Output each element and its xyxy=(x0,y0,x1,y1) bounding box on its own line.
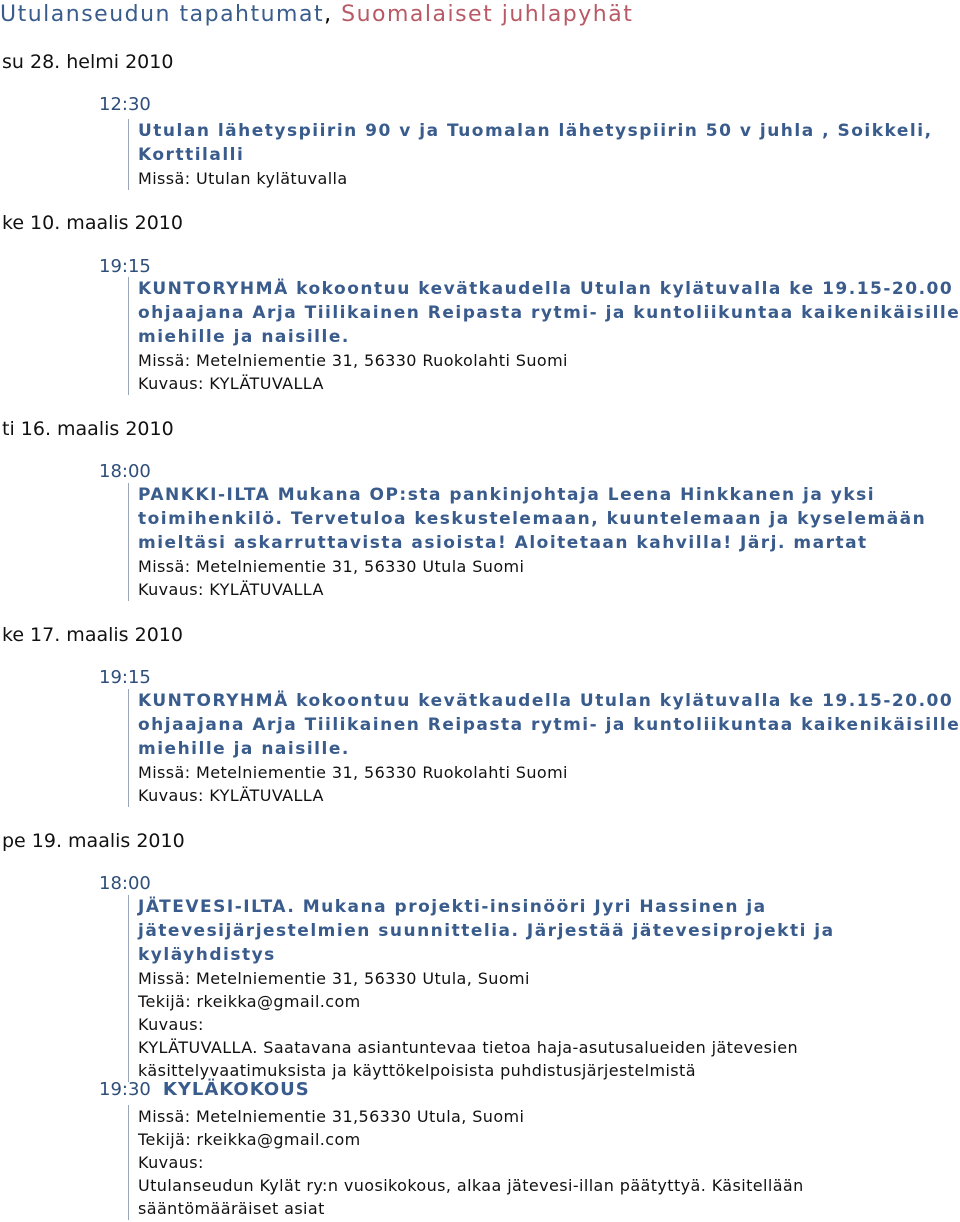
event-time: 18:00 xyxy=(99,461,151,482)
title-separator: , xyxy=(324,2,342,27)
event-location: Missä: Metelniementie 31, 56330 Utula, Suomi xyxy=(138,969,530,988)
page-title xyxy=(0,0,633,30)
event-description: Utulanseudun Kylät ry:n vuosikokous, alkaa jätevesi-illan päätyttyä. Käsitellään xyxy=(138,1176,804,1195)
event-location: Missä: Metelniementie 31, 56330 Ruokolahti Suomi xyxy=(138,351,568,370)
day-date: ke 17. maalis 2010 xyxy=(2,624,183,646)
event-title[interactable]: PANKKI-ILTA Mukana OP:sta pankinjohtaja Leena Hinkkanen ja yksi toimihenkilö. Tervetuloa keskustelemaan, kuuntelemaan ja kyselemään mieltäsi askarruttavista asioista! Aloitetaan kahvilla! Järj. martat xyxy=(138,485,927,553)
event-time: 19:30 xyxy=(99,1079,151,1100)
event-description: Kuvaus: KYLÄTUVALLA xyxy=(138,374,324,393)
event-description-cont: sääntömääräiset asiat xyxy=(138,1199,325,1218)
day-date: pe 19. maalis 2010 xyxy=(2,830,185,852)
event-title[interactable]: Utulan lähetyspiirin 90 v ja Tuomalan lähetyspiirin 50 v juhla , Soikkeli, Korttilalli xyxy=(138,121,933,165)
event-description: Kuvaus: KYLÄTUVALLA xyxy=(138,786,324,805)
day-date: ke 10. maalis 2010 xyxy=(2,212,183,234)
event-organizer: Tekijä: rkeikka@gmail.com xyxy=(138,1130,361,1149)
event-item xyxy=(128,1105,960,1220)
event-description-label: Kuvaus: xyxy=(138,1015,204,1034)
event-location: Missä: Metelniementie 31, 56330 Utula Suomi xyxy=(138,557,525,576)
event-title[interactable]: JÄTEVESI-ILTA. Mukana projekti-insinööri Jyri Hassinen ja jätevesijärjestelmien suunnittelia. Järjestää jätevesiprojekti ja kyläyhdistys xyxy=(138,897,835,965)
event-location: Missä: Utulan kylätuvalla xyxy=(138,169,348,188)
holiday-calendar-name: Suomalaiset juhlapyhät xyxy=(341,2,634,27)
event-item xyxy=(128,277,960,395)
event-description-cont: käsittelyvaatimuksista ja käyttökelpoisista puhdistusjärjestelmistä xyxy=(138,1061,696,1080)
event-description-label: Kuvaus: xyxy=(138,1153,204,1172)
event-title[interactable]: KYLÄKOKOUS xyxy=(162,1079,310,1100)
event-time: 18:00 xyxy=(99,873,151,894)
event-time: 19:15 xyxy=(99,256,151,277)
event-header xyxy=(99,1078,310,1102)
event-organizer: Tekijä: rkeikka@gmail.com xyxy=(138,992,361,1011)
calendar-name: Utulanseudun tapahtumat xyxy=(0,2,325,27)
event-item xyxy=(128,895,960,1082)
event-description: KYLÄTUVALLA. Saatavana asiantuntevaa tietoa haja-asutusalueiden jätevesien xyxy=(138,1038,799,1057)
event-item xyxy=(128,119,960,190)
event-time: 12:30 xyxy=(99,94,151,115)
event-time: 19:15 xyxy=(99,667,151,688)
day-date: ti 16. maalis 2010 xyxy=(2,418,174,440)
event-description: Kuvaus: KYLÄTUVALLA xyxy=(138,580,324,599)
event-title[interactable]: KUNTORYHMÄ kokoontuu kevätkaudella Utulan kylätuvalla ke 19.15-20.00 ohjaajana Arja Tiilikainen Reipasta rytmi- ja kuntoliikuntaa kaikenikäisille miehille ja naisille. xyxy=(138,691,960,759)
event-location: Missä: Metelniementie 31, 56330 Ruokolahti Suomi xyxy=(138,763,568,782)
event-item xyxy=(128,689,960,807)
event-item xyxy=(128,483,960,601)
event-location: Missä: Metelniementie 31,56330 Utula, Suomi xyxy=(138,1107,525,1126)
day-date: su 28. helmi 2010 xyxy=(2,51,174,73)
event-title[interactable]: KUNTORYHMÄ kokoontuu kevätkaudella Utulan kylätuvalla ke 19.15-20.00 ohjaajana Arja Tiilikainen Reipasta rytmi- ja kuntoliikuntaa kaikenikäisille miehille ja naisille. xyxy=(138,279,960,347)
